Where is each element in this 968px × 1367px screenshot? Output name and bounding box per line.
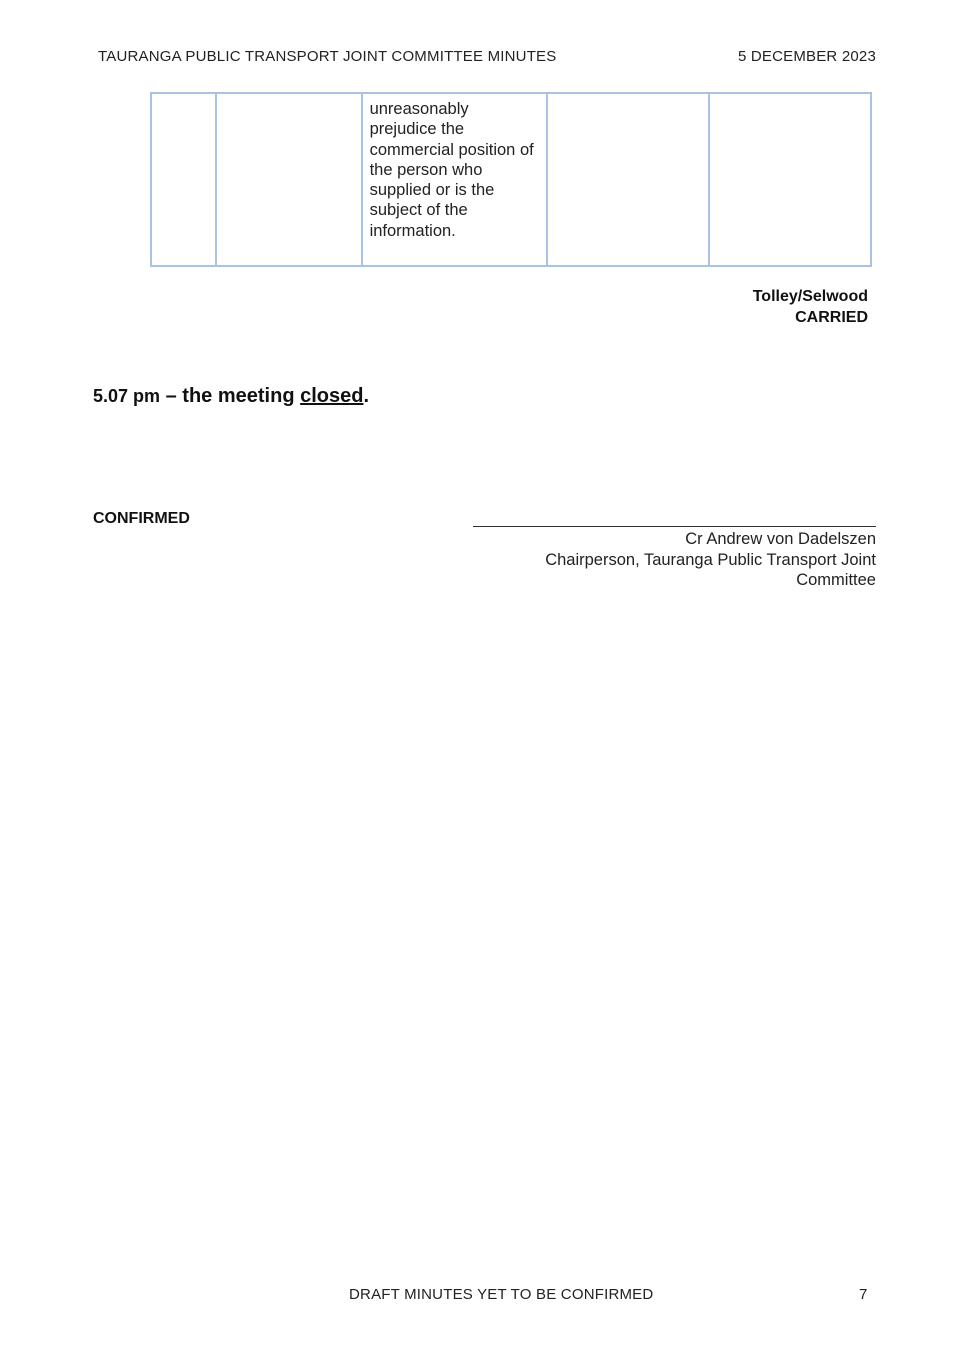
signature-line [473,526,876,527]
table-cell [709,93,872,266]
resolution-mover-block [753,287,868,328]
signature-block [456,529,876,591]
resolution-status: CARRIED [795,308,868,326]
closing-time: 5.07 pm [93,386,161,406]
page-footer [0,1286,968,1306]
table-cell [216,93,361,266]
page-header [98,48,876,68]
page-number: 7 [859,1286,868,1303]
resolution-table-continuation [150,92,872,267]
confirmed-label: CONFIRMED [93,510,190,527]
table-row [151,93,871,266]
closing-text: the meeting [182,385,295,407]
closing-dash: – [165,385,177,407]
closing-period: . [363,385,370,407]
signatory-name: Cr Andrew von Dadelszen [685,530,876,548]
table-cell [151,93,216,266]
document-title: TAURANGA PUBLIC TRANSPORT JOINT COMMITTEE MINUTES [98,48,557,65]
draft-notice: DRAFT MINUTES YET TO BE CONFIRMED [349,1286,654,1303]
meeting-closed-statement [93,385,369,408]
signatory-role-line2: Committee [796,571,876,589]
signatory-role-line1: Chairperson, Tauranga Public Transport Joint [545,550,876,569]
table-cell: unreasonably prejudice the commercial position of the person who supplied or is the subject of the information. [362,93,548,266]
table-cell [547,93,708,266]
resolution-movers: Tolley/Selwood [752,288,868,305]
closing-closed-word: closed [300,385,364,407]
document-date: 5 DECEMBER 2023 [737,48,876,65]
